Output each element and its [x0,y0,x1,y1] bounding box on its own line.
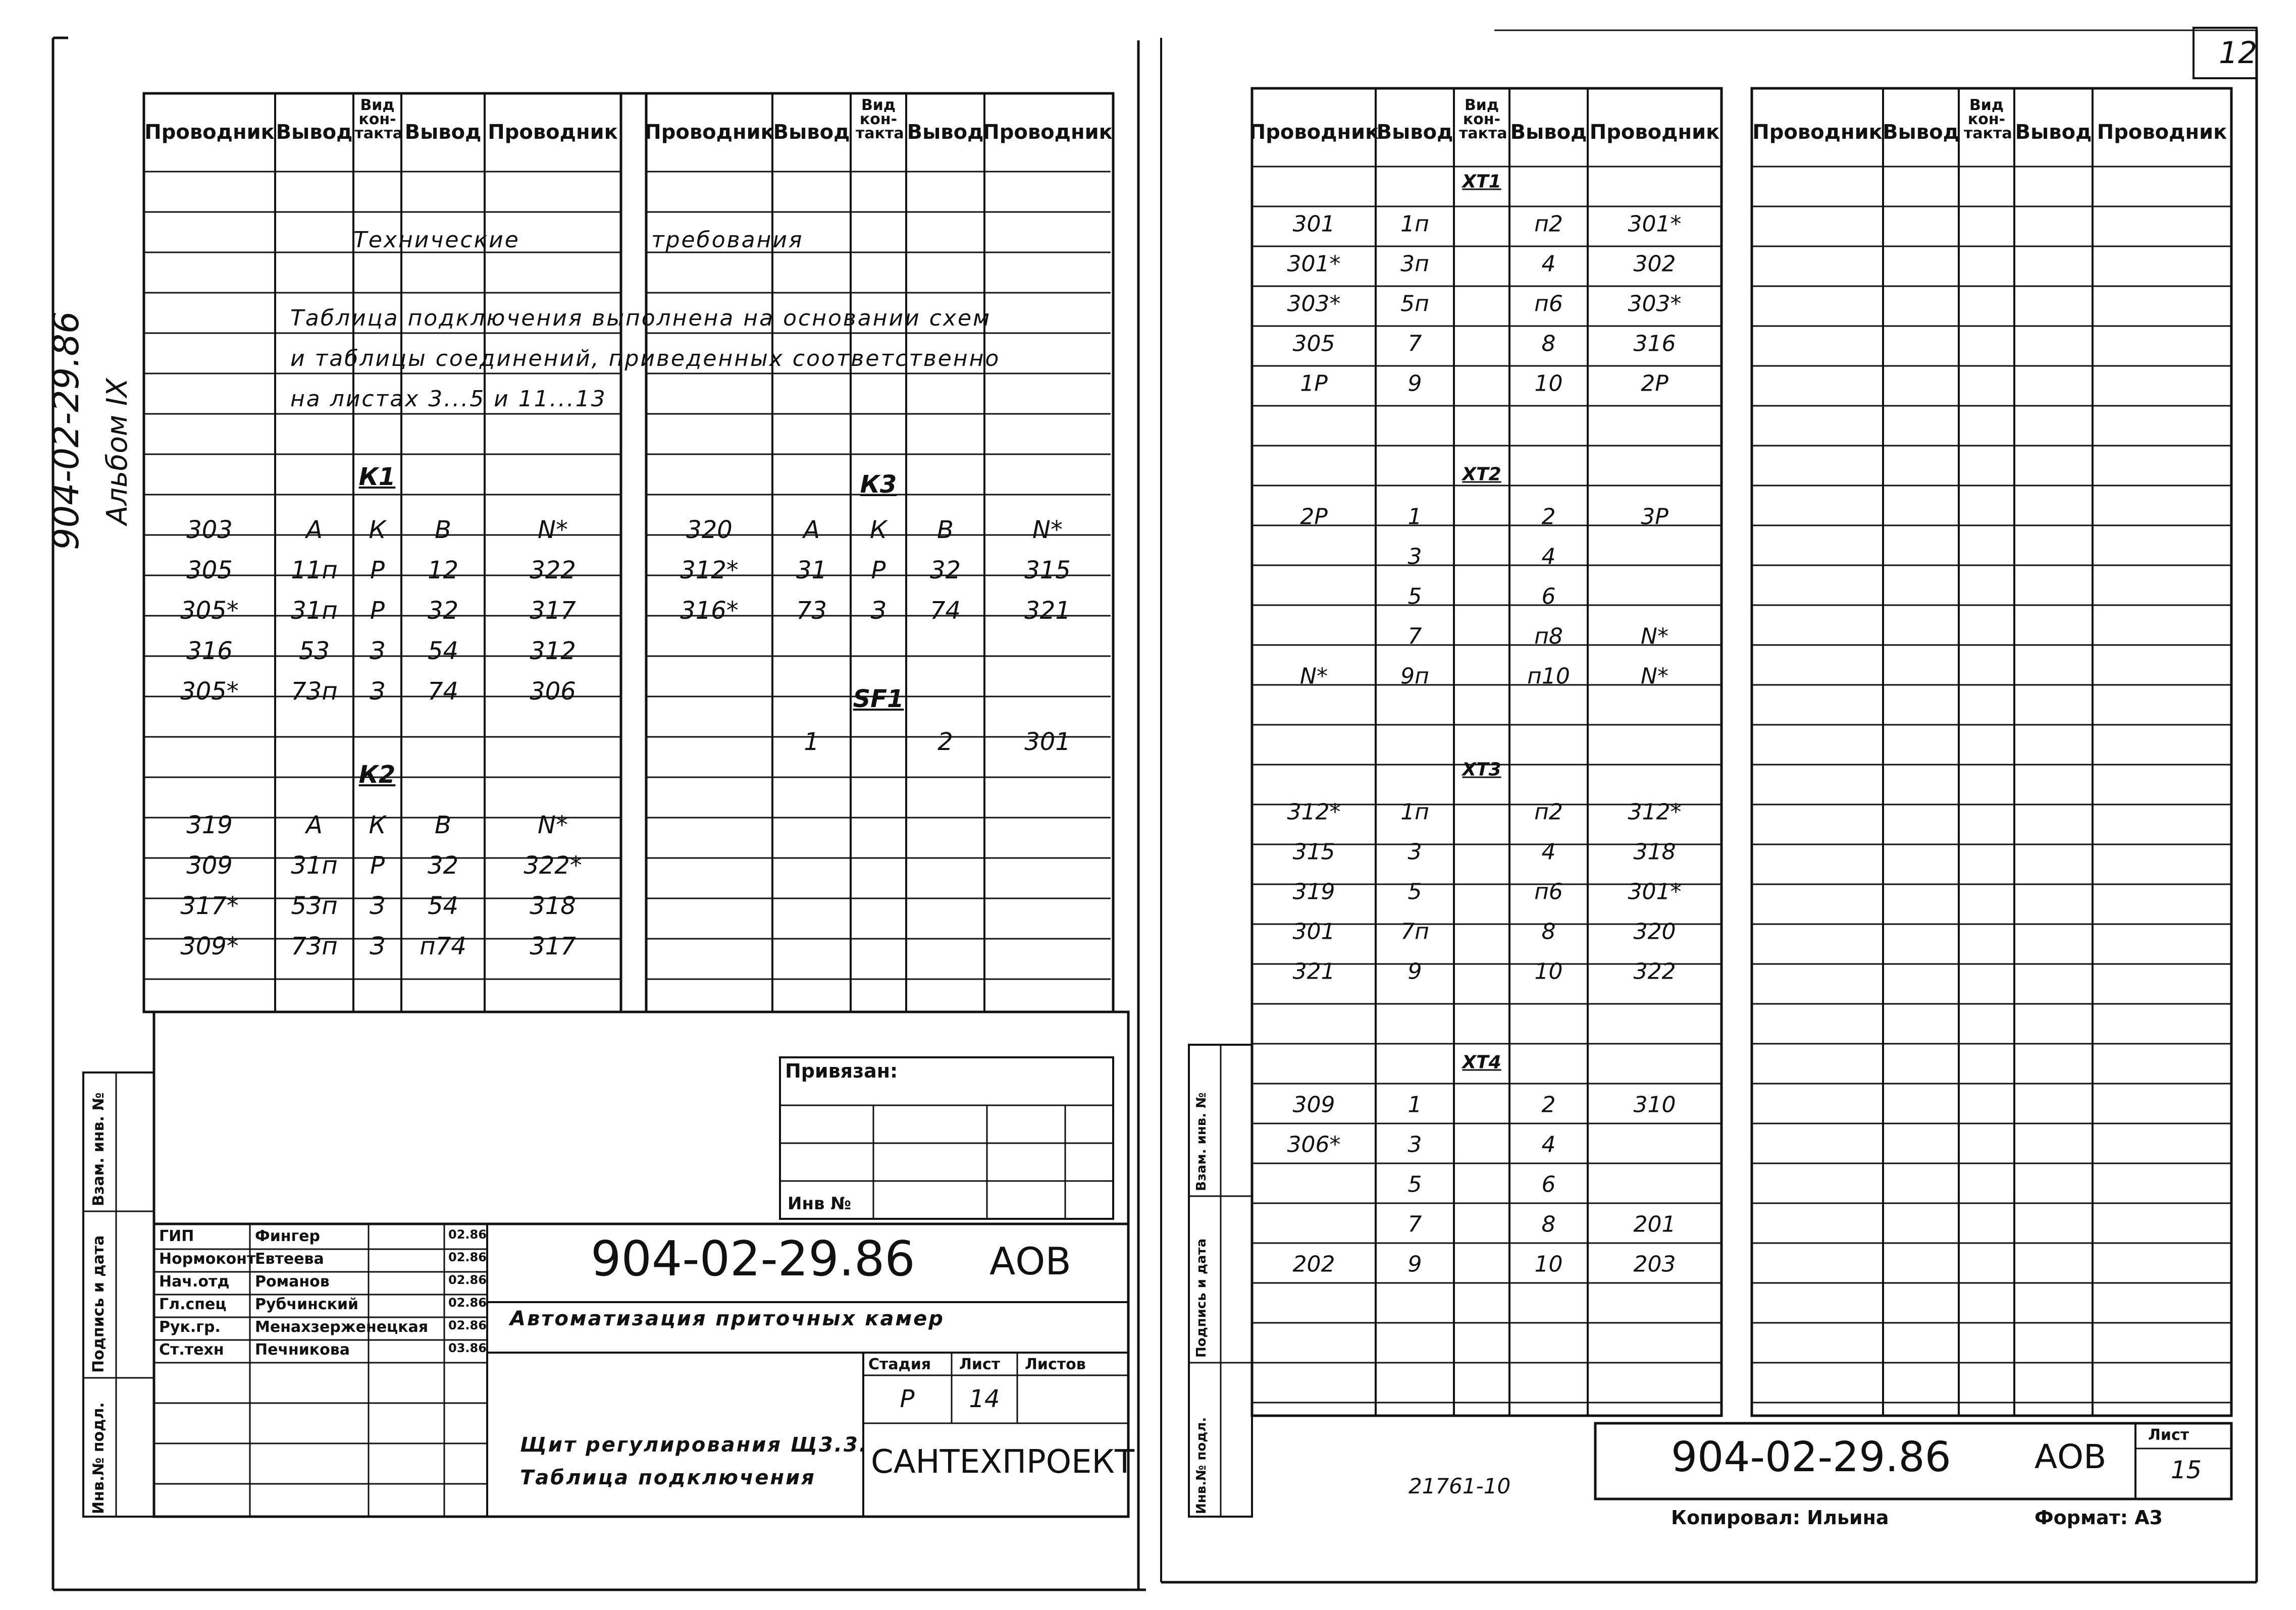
k2-r3-c3: п74 [420,932,466,960]
k3-r2-c2: З [870,597,886,625]
k1-r4-c4: 306 [530,677,576,706]
k1-r3-c1: 53 [298,637,330,665]
doc-suffix-left: АОВ [989,1239,1071,1283]
xt4-r0-c4: 310 [1633,1092,1676,1118]
xt2-r3-c1: 7 [1407,623,1422,650]
k2-r3-c4: 317 [530,932,576,960]
k3-r1-c3: 32 [929,556,961,584]
xt3-r1-c1: 3 [1407,839,1422,865]
xt1-r3-c3: 8 [1541,331,1556,357]
k1-r2-c0: 305* [180,597,239,625]
k2-r2-c3: 54 [427,892,459,920]
xt4-r1-c0: 306* [1287,1132,1341,1158]
header-contact-type: Вид кон-такта [1964,96,2012,142]
xt3-r2-c3: п6 [1534,879,1563,905]
xt2-r2-c3: 6 [1541,583,1556,610]
k1-r1-c0: 305 [186,556,233,584]
xt3-r3-c0: 301 [1292,919,1335,945]
k1-r4-c3: 74 [427,677,459,706]
sheet-value: 14 [969,1385,1000,1413]
header-right-3: Вывод [1510,121,1587,144]
xt1-r2-c4: 303* [1628,291,1682,317]
header-right-4: Проводник [2097,121,2227,144]
xt1-r3-c4: 316 [1633,331,1676,357]
xt3-r3-c4: 320 [1633,919,1676,945]
person-date-4: 02.86 [448,1318,487,1332]
group-xt2: XT2 [1462,464,1501,485]
side-label-1: Подпись и дата [90,1235,108,1373]
xt3-r1-c4: 318 [1633,839,1676,865]
xt2-r3-c3: п8 [1534,623,1563,650]
k1-r4-c1: 73п [291,677,338,706]
header-right-4: Проводник [488,121,618,144]
header-right-4: Проводник [982,121,1113,144]
drawing-title-2: Таблица подключения [520,1466,816,1489]
k1-r4-c2: З [370,677,385,706]
side-album: Альбом IX [101,378,134,525]
tech-title-2: требования [651,227,804,253]
note-line-1: Таблица подключения выполнена на основании схем [290,305,992,331]
privyazan-label: Привязан: [785,1060,898,1082]
k2-r2-c2: З [370,892,385,920]
group-sf1: SF1 [853,685,904,713]
xt4-r4-c4: 203 [1633,1251,1676,1277]
k2-r0-c4: N* [538,811,568,839]
k2-r1-c4: 322* [524,851,582,880]
xt4-r4-c1: 9 [1407,1251,1422,1277]
xt4-r0-c3: 2 [1541,1092,1556,1118]
header-right-3: Вывод [404,121,482,144]
side-label-r2: Взам. инв. № [1194,1092,1209,1191]
k2-r2-c1: 53п [291,892,338,920]
xt2-r4-c4: N* [1641,663,1668,689]
k1-r2-c2: Р [370,597,385,625]
k3-r0-c0: 320 [686,516,733,544]
xt4-r2-c1: 5 [1407,1171,1422,1198]
xt1-r1-c4: 302 [1633,251,1676,277]
header-left-0: Проводник [644,121,774,144]
right-table-b [1752,88,2231,1416]
side-label-0: Инв.№ подл. [90,1402,108,1514]
k3-r2-c1: 73 [796,597,827,625]
xt1-r0-c3: п2 [1534,211,1563,237]
xt4-r0-c0: 309 [1292,1092,1335,1118]
note-line-3: на листах 3...5 и 11...13 [290,386,607,412]
header-left-1: Вывод [1883,121,1959,144]
xt1-r3-c1: 7 [1407,331,1422,357]
k1-r3-c3: 54 [427,637,459,665]
xt3-r0-c4: 312* [1628,799,1682,825]
xt3-r1-c3: 4 [1541,839,1556,865]
k3-r2-c4: 321 [1024,597,1071,625]
stage-label: Стадия [868,1356,931,1373]
k3-r1-c2: Р [871,556,886,584]
person-name-1: Евтеева [255,1250,324,1268]
person-role-4: Рук.гр. [159,1318,221,1336]
header-left-1: Вывод [1376,121,1453,144]
group-xt3: XT3 [1462,759,1501,780]
header-contact-type: Вид кон-такта [1459,96,1507,142]
person-date-2: 02.86 [448,1273,487,1287]
k3-r1-c0: 312* [680,556,739,584]
doc-suffix-right: АОВ [2034,1437,2107,1476]
k2-r0-c2: К [369,811,386,839]
person-name-3: Рубчинский [255,1296,359,1313]
k1-r3-c4: 312 [530,637,576,665]
org-name: САНТЕХПРОЕКТ [871,1443,1135,1481]
k2-r3-c2: З [370,932,385,960]
person-name-4: Менахзерженецкая [255,1318,429,1336]
k2-r1-c2: Р [370,851,385,880]
xt1-r4-c4: 2Р [1641,370,1668,397]
xt2-r0-c0: 2Р [1300,504,1328,530]
header-left-0: Проводник [1752,121,1883,144]
doc-code-right: 904-02-29.86 [1671,1433,1951,1481]
xt1-r2-c1: 5п [1400,291,1429,317]
xt2-r0-c1: 1 [1407,504,1422,530]
xt2-r0-c4: 3Р [1641,504,1668,530]
person-name-0: Фингер [255,1227,320,1245]
sheet-number: 12 [2219,35,2258,71]
header-left-1: Вывод [276,121,353,144]
xt3-r4-c0: 321 [1292,958,1335,985]
k3-r0-c1: А [803,516,820,544]
person-name-2: Романов [255,1273,330,1291]
k3-r0-c3: В [937,516,954,544]
person-date-1: 02.86 [448,1250,487,1264]
doc-code-left: 904-02-29.86 [591,1231,915,1287]
k2-r1-c0: 309 [186,851,233,880]
xt3-r4-c1: 9 [1407,958,1422,985]
group-k1: К1 [358,463,396,491]
note-line-2: и таблицы соединений, приведенных соответственно [290,346,1001,371]
sf1-r0-c4: 301 [1024,728,1071,756]
sheet-label-right: Лист [2148,1426,2189,1444]
copied-by: Копировал: Ильина [1671,1507,1889,1529]
xt4-r1-c1: 3 [1407,1132,1422,1158]
header-left-1: Вывод [773,121,850,144]
k2-r1-c1: 31п [291,851,338,880]
k1-r1-c2: Р [370,556,385,584]
k3-r1-c4: 315 [1024,556,1071,584]
xt3-r1-c0: 315 [1292,839,1335,865]
xt3-r2-c4: 301* [1628,879,1682,905]
group-xt1: XT1 [1462,171,1501,192]
k1-r1-c3: 12 [427,556,459,584]
group-k2: К2 [358,761,396,789]
sf1-r0-c3: 2 [937,728,953,756]
xt3-r3-c3: 8 [1541,919,1556,945]
side-label-r0: Инв.№ подл. [1194,1417,1209,1514]
k2-r0-c3: В [435,811,451,839]
drawing-title-1: Щит регулирования Щ3.3. [520,1433,868,1457]
xt1-r3-c0: 305 [1292,331,1335,357]
side-code: 904-02-29.86 [45,311,87,550]
xt1-r0-c1: 1п [1400,211,1429,237]
xt3-r4-c3: 10 [1534,958,1563,985]
xt4-r1-c3: 4 [1541,1132,1556,1158]
k1-r2-c3: 32 [427,597,459,625]
person-date-3: 02.86 [448,1296,487,1310]
side-label-2: Взам. инв. № [90,1092,108,1206]
k1-r0-c1: А [306,516,323,544]
k2-r0-c0: 319 [186,811,233,839]
person-role-5: Ст.техн [159,1341,224,1359]
project-title: Автоматизация приточных камер [510,1307,945,1330]
xt3-r2-c0: 319 [1292,879,1335,905]
xt4-r3-c4: 201 [1633,1211,1676,1238]
header-right-4: Проводник [1589,121,1720,144]
sheet-label: Лист [959,1356,1001,1373]
k2-r3-c1: 73п [291,932,338,960]
xt3-r0-c1: 1п [1400,799,1429,825]
k2-r2-c0: 317* [180,892,239,920]
stage-value: Р [900,1385,915,1413]
k1-r2-c4: 317 [530,597,576,625]
k2-r2-c4: 318 [530,892,576,920]
xt4-r3-c3: 8 [1541,1211,1556,1238]
xt1-r0-c0: 301 [1292,211,1335,237]
sheets-label: Листов [1025,1356,1086,1373]
k1-r0-c0: 303 [186,516,233,544]
k3-r1-c1: 31 [796,556,827,584]
k3-r2-c0: 316* [680,597,739,625]
sf1-r0-c1: 1 [804,728,819,756]
header-contact-type: Вид кон-такта [856,96,904,142]
xt4-r0-c1: 1 [1407,1092,1422,1118]
sheet-value-right: 15 [2171,1456,2202,1484]
header-left-0: Проводник [1248,121,1379,144]
person-name-5: Печникова [255,1341,350,1359]
k1-r0-c4: N* [538,516,568,544]
xt3-r0-c3: п2 [1534,799,1563,825]
k1-r2-c1: 31п [291,597,338,625]
group-xt4: XT4 [1462,1052,1501,1073]
xt2-r1-c3: 4 [1541,544,1556,570]
k1-r0-c2: К [369,516,386,544]
xt4-r3-c1: 7 [1407,1211,1422,1238]
left-table-frame [144,93,1113,1012]
k1-r0-c3: В [435,516,451,544]
xt2-r0-c3: 2 [1541,504,1556,530]
person-date-0: 02.86 [448,1227,487,1242]
xt1-r1-c1: 3п [1400,251,1429,277]
header-right-3: Вывод [907,121,984,144]
xt1-r4-c3: 10 [1534,370,1563,397]
side-label-r1: Подпись и дата [1194,1238,1209,1358]
xt1-r4-c1: 9 [1407,370,1422,397]
xt1-r2-c3: п6 [1534,291,1563,317]
tech-title-1: Технические [353,227,520,253]
xt3-r3-c1: 7п [1400,919,1429,945]
xt4-r4-c0: 202 [1292,1251,1335,1277]
order-number: 21761-10 [1408,1474,1511,1498]
xt3-r4-c4: 322 [1633,958,1676,985]
xt1-r4-c0: 1Р [1300,370,1328,397]
k1-r3-c2: З [370,637,385,665]
header-contact-type: Вид кон-такта [354,96,403,142]
xt2-r4-c3: п10 [1527,663,1570,689]
xt1-r2-c0: 303* [1287,291,1341,317]
k2-r1-c3: 32 [427,851,459,880]
inv-label: Инв № [788,1194,852,1214]
xt2-r3-c4: N* [1641,623,1668,650]
xt2-r4-c1: 9п [1400,663,1429,689]
k3-r0-c4: N* [1032,516,1063,544]
xt3-r2-c1: 5 [1407,879,1422,905]
k3-r2-c3: 74 [929,597,961,625]
xt1-r1-c3: 4 [1541,251,1556,277]
header-right-3: Вывод [2015,121,2092,144]
xt4-r2-c3: 6 [1541,1171,1556,1198]
xt2-r1-c1: 3 [1407,544,1422,570]
xt1-r0-c4: 301* [1628,211,1682,237]
person-role-2: Нач.отд [159,1273,230,1291]
k2-r0-c1: А [306,811,323,839]
group-k3: К3 [860,470,897,499]
xt2-r2-c1: 5 [1407,583,1422,610]
header-left-0: Проводник [144,121,275,144]
person-role-0: ГИП [159,1227,194,1245]
xt4-r4-c3: 10 [1534,1251,1563,1277]
person-date-5: 03.86 [448,1341,487,1355]
xt1-r1-c0: 301* [1287,251,1341,277]
k3-r0-c2: К [869,516,888,544]
k1-r3-c0: 316 [186,637,233,665]
xt2-r4-c0: N* [1300,663,1328,689]
k2-r3-c0: 309* [180,932,239,960]
xt3-r0-c0: 312* [1287,799,1341,825]
k1-r1-c4: 322 [530,556,576,584]
k1-r1-c1: 11п [291,556,338,584]
person-role-3: Гл.спец [159,1296,227,1313]
k1-r4-c0: 305* [180,677,239,706]
person-role-1: Нормоконт [159,1250,256,1268]
format-label: Формат: А3 [2034,1507,2163,1529]
